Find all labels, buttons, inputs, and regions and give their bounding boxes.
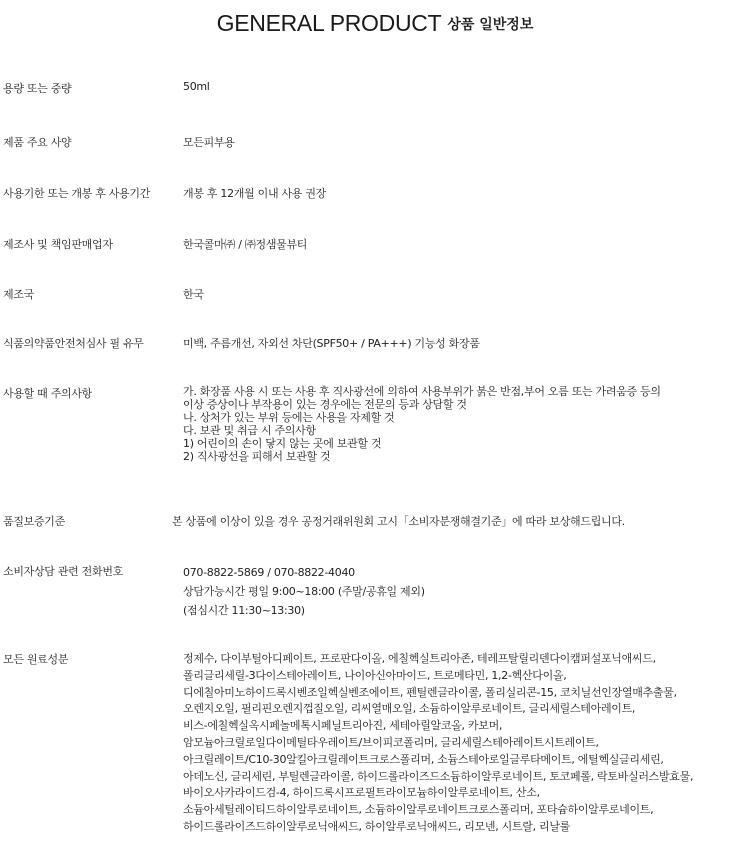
caution-text bbox=[183, 385, 661, 463]
ingredients-line: 아크릴레이트/C10-30알킬아크릴레이트크로스폴리머, 소듐스테아로일글루타메이트, 에틸헥실글리세린, bbox=[183, 752, 664, 766]
ingredients-line: 비스-에칠헥실옥시페놀메톡시페닐트리아진, 세테아릴알코올, 카보머, bbox=[183, 719, 503, 733]
row-label: 제품 주요 사양 bbox=[3, 136, 72, 149]
caution-line: 이상 증상이나 부작용이 있는 경우에는 전문의 등과 상담할 것 bbox=[183, 398, 467, 411]
row-value: 미백, 주름개선, 자외선 차단(SPF50+ / PA+++) 기능성 화장품 bbox=[183, 337, 480, 350]
row-label: 제조국 bbox=[3, 288, 34, 301]
row-value: 개봉 후 12개월 이내 사용 권장 bbox=[183, 187, 326, 200]
cs-text bbox=[183, 563, 425, 620]
ingredients-line: 아데노신, 글리세린, 부틸렌글라이콜, 하이드롤라이즈드소듐하이알루로네이트, 토코페롤, 락토바실러스발효물, bbox=[183, 769, 694, 783]
caution-line: 나. 상처가 있는 부위 등에는 사용을 자제할 것 bbox=[183, 411, 395, 424]
page-title bbox=[0, 10, 750, 37]
row-value: 본 상품에 이상이 있을 경우 공정거래위원회 고시「소비자분쟁해결기준」에 따라 보상해드립니다. bbox=[172, 515, 625, 528]
cs-line: 상담가능시간 평일 9:00~18:00 (주말/공휴일 제외) bbox=[183, 585, 425, 598]
row-label: 사용할 때 주의사항 bbox=[3, 387, 93, 400]
caution-line: 가. 화장품 사용 시 또는 사용 후 직사광선에 의하여 사용부위가 붉은 반점,부어 오름 또는 가려움증 등의 bbox=[183, 385, 661, 398]
row-value: 모든피부용 bbox=[183, 136, 235, 149]
row-value: 한국 bbox=[183, 288, 204, 301]
row-label: 품질보증기준 bbox=[3, 515, 65, 528]
row-label: 소비자상담 관련 전화번호 bbox=[3, 565, 123, 578]
cs-line: (점심시간 11:30~13:30) bbox=[183, 604, 305, 617]
caution-line: 1) 어린이의 손이 닿지 않는 곳에 보관할 것 bbox=[183, 437, 382, 450]
ingredients-line: 소듐아세틸레이티드하이알루로네이트, 소듐하이알루로네이트크로스폴리머, 포타슘하이알루로네이트, bbox=[183, 803, 654, 817]
ingredients-line: 정제수, 다이부틸아디페이트, 프로판다이올, 에칠헥실트리아존, 테레프탈릴리덴다이캠퍼설포닉애씨드, bbox=[183, 652, 656, 665]
ingredients-line: 폴리글리세릴-3다이스테아레이트, 나이아신아마이드, 트로메타민, 1,2-헥산다이올, bbox=[183, 668, 567, 682]
caution-line: 2) 직사광선을 피해서 보관할 것 bbox=[183, 450, 331, 463]
row-label: 제조사 및 책임판매업자 bbox=[3, 238, 113, 251]
row-label: 식품의약품안전처심사 필 유무 bbox=[3, 337, 144, 350]
ingredients-line: 디에칠아미노하이드록시벤조일헥실벤조에이트, 펜틸렌글라이콜, 폴리실리콘-15, 코치닐선인장열매추출물, bbox=[183, 685, 677, 699]
ingredients-line: 오렌지오일, 필리핀오렌지껍질오일, 리씨열매오일, 소듐하이알루로네이트, 글리세릴스테아레이트, bbox=[183, 702, 636, 716]
cs-line: 070-8822-5869 / 070-8822-4040 bbox=[183, 566, 355, 579]
ingredients-line: 하이드롤라이즈드하이알루로닉애씨드, 하이알루로닉애씨드, 리모넨, 시트랄, 리날룰 bbox=[183, 819, 570, 833]
caution-line: 다. 보관 및 취급 시 주의사항 bbox=[183, 424, 316, 437]
row-label: 용량 또는 중량 bbox=[3, 82, 72, 95]
row-value: 한국콜마㈜ / ㈜정샘물뷰티 bbox=[183, 238, 308, 251]
ingredients-line: 암모늄아크릴로일다이메틸타우레이트/브이피코폴리머, 글리세릴스테아레이트시트레이트, bbox=[183, 735, 599, 749]
title-korean: 상품 일반정보 bbox=[447, 17, 534, 33]
title-english: GENERAL PRODUCT bbox=[216, 10, 442, 36]
row-label: 사용기한 또는 개봉 후 사용기간 bbox=[3, 187, 151, 200]
ingredients-line: 바이오사카라이드검-4, 하이드록시프로필트라이모늄하이알루로네이트, 산소, bbox=[183, 786, 540, 800]
row-label: 모든 원료성분 bbox=[3, 653, 69, 666]
row-value: 50ml bbox=[183, 80, 210, 93]
ingredients-text bbox=[183, 651, 693, 836]
